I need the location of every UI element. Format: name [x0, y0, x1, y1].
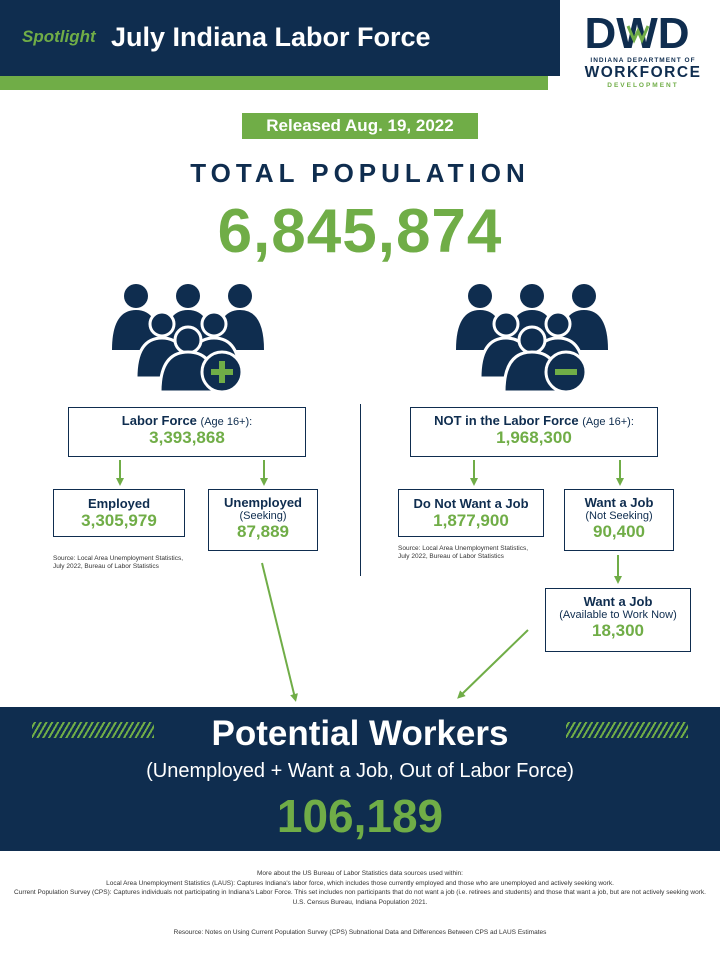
- unemployed-sub: (Seeking): [239, 510, 287, 522]
- want-job-available-label: Want a Job: [583, 594, 653, 609]
- potential-workers-value: 106,189: [276, 790, 444, 842]
- total-population-value: 6,845,874: [217, 197, 503, 266]
- spotlight-label: Spotlight: [22, 27, 96, 46]
- not-labor-force-value: 1,968,300: [496, 428, 572, 447]
- footer-line-3: Current Population Survey (CPS): Captures individuals not participating in Indiana's Labor Force. This set includes non participants that do not want a job (i.e. retirees and students) and those that want a job, but are not actively seeking work.: [14, 889, 706, 896]
- source-note-right: Source: Local Area Unemployment Statistics, July 2022, Bureau of Labor Statistics: [398, 545, 529, 560]
- want-job-label: Want a Job: [584, 495, 654, 510]
- logo-line-1: INDIANA DEPARTMENT OF: [590, 57, 696, 64]
- potential-workers-title: Potential Workers: [211, 714, 509, 753]
- total-population-label: TOTAL POPULATION: [190, 158, 530, 188]
- arrow-available-to-potential: [460, 630, 528, 696]
- want-job-available-sub: (Available to Work Now): [559, 609, 677, 621]
- footer-resource: Resource: Notes on Using Current Population Survey (CPS) Subnational Data and Differences Between CPS ad LAUS Estimates: [173, 929, 547, 936]
- page-title: July Indiana Labor Force: [111, 22, 431, 52]
- logo-line-2: WORKFORCE: [584, 64, 702, 81]
- want-job-available-value: 18,300: [592, 621, 644, 640]
- release-badge: Released Aug. 19, 2022: [242, 113, 478, 139]
- labor-force-qualifier: (Age 16+):: [200, 416, 253, 428]
- employed-label: Employed: [87, 496, 151, 511]
- do-not-want-job-value: 1,877,900: [433, 511, 509, 530]
- not-labor-force-qualifier: (Age 16+):: [582, 416, 634, 428]
- arrow-unemployed-to-potential: [262, 563, 295, 698]
- not-labor-force-label: NOT in the Labor Force: [434, 413, 579, 428]
- labor-force-value: 3,393,868: [149, 428, 225, 447]
- labor-force-label: Labor Force: [121, 413, 197, 428]
- footer-line-2: Local Area Unemployment Statistics (LAUS): Captures Indiana's labor force, which includes those currently employed and those who are unemployed and actively seeking work.: [106, 879, 614, 887]
- employed-value: 3,305,979: [81, 511, 157, 530]
- unemployed-label: Unemployed: [223, 495, 302, 510]
- unemployed-value: 87,889: [237, 522, 289, 541]
- footer-line-4: U.S. Census Bureau, Indiana Population 2021.: [292, 898, 428, 906]
- dwd-logo-text: DWD: [584, 9, 690, 52]
- footer-line-1: More about the US Bureau of Labor Statistics data sources used within:: [257, 870, 463, 877]
- logo-line-3: DEVELOPMENT: [607, 82, 679, 89]
- want-job-value: 90,400: [593, 522, 645, 541]
- do-not-want-job-label: Do Not Want a Job: [413, 496, 529, 511]
- footer-notes: [10, 869, 710, 907]
- potential-workers-subtitle: (Unemployed + Want a Job, Out of Labor Force): [146, 760, 574, 782]
- source-note-left: Source: Local Area Unemployment Statistics, July 2022, Bureau of Labor Statistics: [53, 555, 184, 570]
- want-job-sub: (Not Seeking): [585, 510, 653, 522]
